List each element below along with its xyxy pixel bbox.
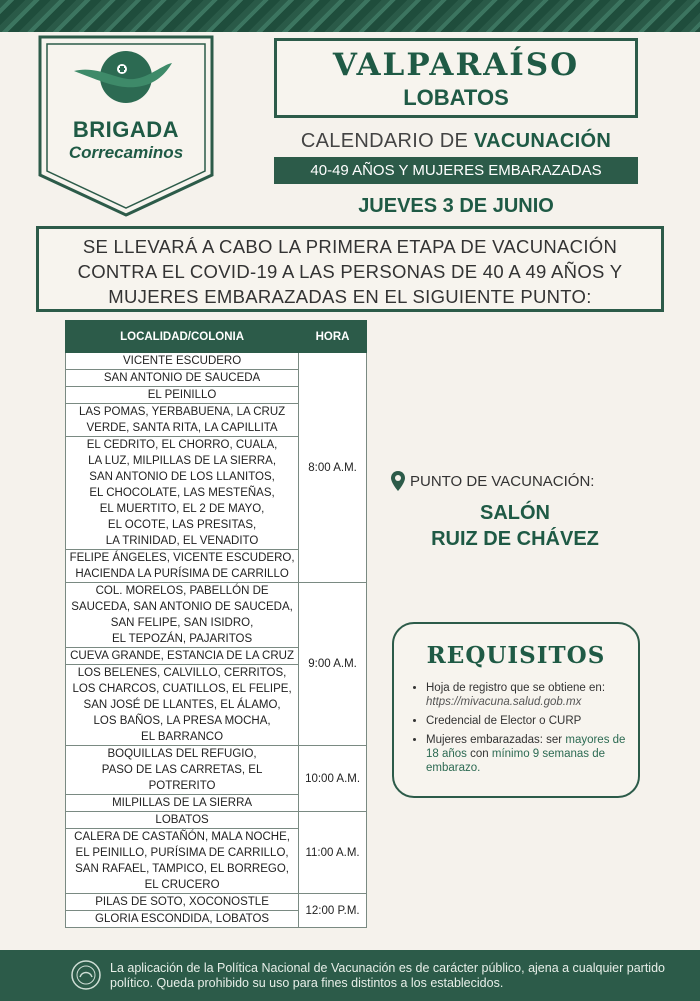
locality-line: EL BARRANCO bbox=[141, 731, 224, 743]
table-row bbox=[66, 812, 367, 829]
locality-line: COL. MORELOS, PABELLÓN DE bbox=[95, 585, 269, 597]
table-row bbox=[66, 353, 367, 370]
badge-title: BRIGADA bbox=[72, 117, 180, 142]
hour-cell: 10:00 A.M. bbox=[299, 746, 367, 812]
locality-line: VICENTE ESCUDERO bbox=[122, 355, 242, 367]
locality-line: SAN ANTONIO DE SAUCEDA bbox=[103, 372, 261, 384]
hour-cell: 9:00 A.M. bbox=[299, 583, 367, 746]
table-row bbox=[66, 583, 367, 648]
locality-line: EL TEPOZÁN, PAJARITOS bbox=[111, 633, 253, 645]
table-row bbox=[66, 746, 367, 795]
decorative-top-band bbox=[0, 0, 700, 32]
locality-cell bbox=[66, 550, 299, 583]
requirement-text: Hoja de registro que se obtiene en: bbox=[426, 682, 606, 694]
vaccination-point bbox=[390, 470, 640, 552]
locality-line: FELIPE ÁNGELES, VICENTE ESCUDERO, bbox=[69, 552, 295, 564]
requirements-title: REQUISITOS bbox=[426, 642, 606, 669]
brigada-badge bbox=[38, 35, 214, 217]
locality-line: CUEVA GRANDE, ESTANCIA DE LA CRUZ bbox=[70, 650, 294, 662]
calendar-title bbox=[274, 130, 638, 153]
city-title: VALPARAÍSO bbox=[332, 47, 580, 83]
col-locality-header: LOCALIDAD/COLONIA bbox=[66, 321, 299, 353]
government-seal-icon bbox=[70, 959, 102, 991]
footer-disclaimer: La aplicación de la Política Nacional de Vacunación es de carácter público, ajena a cualquier partido político. Queda prohibido su uso para fines distintos a los establecidos. bbox=[110, 961, 665, 990]
requirement-item bbox=[426, 733, 628, 775]
hour-cell: 11:00 A.M. bbox=[299, 812, 367, 894]
locality-cell bbox=[66, 387, 299, 404]
locality-cell bbox=[66, 911, 299, 928]
requirement-item bbox=[426, 681, 628, 709]
locality-line: PASO DE LAS CARRETAS, EL POTRERITO bbox=[101, 764, 263, 792]
locality-line: MILPILLAS DE LA SIERRA bbox=[112, 797, 253, 809]
locality-line: LAS POMAS, YERBABUENA, LA CRUZ bbox=[78, 406, 286, 418]
locality-cell bbox=[66, 437, 299, 550]
locality-cell bbox=[66, 812, 299, 829]
requirement-highlight: mínimo 9 semanas de embarazo. bbox=[426, 748, 606, 774]
intro-box bbox=[36, 226, 664, 312]
date-title: JUEVES 3 DE JUNIO bbox=[358, 195, 554, 217]
calendar-bold: VACUNACIÓN bbox=[474, 130, 612, 152]
locality-cell bbox=[66, 583, 299, 648]
requirements-box bbox=[392, 622, 640, 798]
hour-cell: 12:00 P.M. bbox=[299, 894, 367, 928]
intro-line: MUJERES EMBARAZADAS EN EL SIGUIENTE PUNTO: bbox=[108, 286, 592, 307]
intro-line: SE LLEVARÁ A CABO LA PRIMERA ETAPA DE VACUNACIÓN bbox=[82, 236, 618, 257]
locality-line: PILAS DE SOTO, XOCONOSTLE bbox=[95, 896, 269, 908]
hour-cell: 8:00 A.M. bbox=[299, 353, 367, 583]
locality-line: EL OCOTE, LAS PRESITAS, bbox=[107, 519, 257, 531]
city-box bbox=[274, 38, 638, 118]
footer bbox=[0, 950, 700, 1001]
requirement-text: Mujeres embarazadas: ser bbox=[426, 734, 563, 746]
vaccination-point-label-row bbox=[390, 470, 640, 492]
col-hour-header: HORA bbox=[299, 321, 367, 353]
locality-cell bbox=[66, 370, 299, 387]
locality-line: CALERA DE CASTAÑÓN, MALA NOCHE, bbox=[74, 831, 290, 843]
locality-line: SAN JOSÉ DE LLANTES, EL ÁLAMO, bbox=[83, 699, 281, 711]
locality-line: EL PEINILLO bbox=[147, 389, 217, 401]
locality-line: EL CHOCOLATE, LAS MESTEÑAS, bbox=[89, 487, 275, 499]
locality-line: LOS CHARCOS, CUATILLOS, EL FELIPE, bbox=[72, 683, 292, 695]
table-row bbox=[66, 894, 367, 911]
locality-line: LA TRINIDAD, EL VENADITO bbox=[105, 535, 259, 547]
calendar-prefix: CALENDARIO DE bbox=[300, 130, 469, 152]
venue-name-line: SALÓN bbox=[480, 502, 550, 524]
locality-line: VERDE, SANTA RITA, LA CAPILLITA bbox=[86, 422, 278, 434]
map-pin-icon bbox=[390, 470, 406, 492]
locality-cell bbox=[66, 894, 299, 911]
locality-line: SAN FELIPE, SAN ISIDRO, bbox=[110, 617, 254, 629]
requirement-highlight: mayores de 18 años bbox=[426, 734, 626, 760]
registration-link[interactable]: https://mivacuna.salud.gob.mx bbox=[426, 696, 582, 708]
schedule-body bbox=[66, 353, 367, 928]
locality-line: LOS BELENES, CALVILLO, CERRITOS, bbox=[77, 667, 287, 679]
locality-line: BOQUILLAS DEL REFUGIO, bbox=[107, 748, 257, 760]
vaccination-point-label: PUNTO DE VACUNACIÓN: bbox=[410, 472, 595, 490]
locality-line: HACIENDA LA PURÍSIMA DE CARRILLO bbox=[75, 568, 289, 580]
locality-cell bbox=[66, 795, 299, 812]
town-title: LOBATOS bbox=[403, 85, 509, 110]
locality-line: SAN ANTONIO DE LOS LLANITOS, bbox=[89, 471, 275, 483]
locality-line: SAN RAFAEL, TAMPICO, EL BORREGO, bbox=[75, 863, 289, 875]
locality-cell bbox=[66, 665, 299, 746]
age-group-bar: 40-49 AÑOS Y MUJERES EMBARAZADAS bbox=[274, 157, 638, 184]
locality-line: LOBATOS bbox=[155, 814, 209, 826]
locality-line: LA LUZ, MILPILLAS DE LA SIERRA, bbox=[88, 455, 277, 467]
locality-cell bbox=[66, 353, 299, 370]
locality-line: EL MUERTITO, EL 2 DE MAYO, bbox=[99, 503, 265, 515]
locality-line: GLORIA ESCONDIDA, LOBATOS bbox=[95, 913, 270, 925]
locality-line: LOS BAÑOS, LA PRESA MOCHA, bbox=[93, 715, 271, 727]
venue-name-line: RUIZ DE CHÁVEZ bbox=[431, 528, 599, 550]
locality-cell bbox=[66, 404, 299, 437]
locality-line: SAUCEDA, SAN ANTONIO DE SAUCEDA, bbox=[71, 601, 293, 613]
locality-cell bbox=[66, 829, 299, 894]
locality-line: EL CEDRITO, EL CHORRO, CUALA, bbox=[86, 439, 278, 451]
table-header-row bbox=[66, 321, 367, 353]
locality-line: EL PEINILLO, PURÍSIMA DE CARRILLO, bbox=[75, 847, 289, 859]
requirement-item: • Credencial de Elector o CURP bbox=[426, 714, 628, 728]
locality-line: EL CRUCERO bbox=[144, 879, 220, 891]
requirement-text: con bbox=[470, 748, 489, 760]
locality-cell bbox=[66, 648, 299, 665]
requirements-list bbox=[394, 681, 638, 775]
intro-line: CONTRA EL COVID-19 A LAS PERSONAS DE 40 A 49 AÑOS Y bbox=[77, 261, 623, 282]
schedule-table bbox=[65, 320, 367, 928]
locality-cell bbox=[66, 746, 299, 795]
badge-subtitle: Correcaminos bbox=[68, 143, 184, 162]
